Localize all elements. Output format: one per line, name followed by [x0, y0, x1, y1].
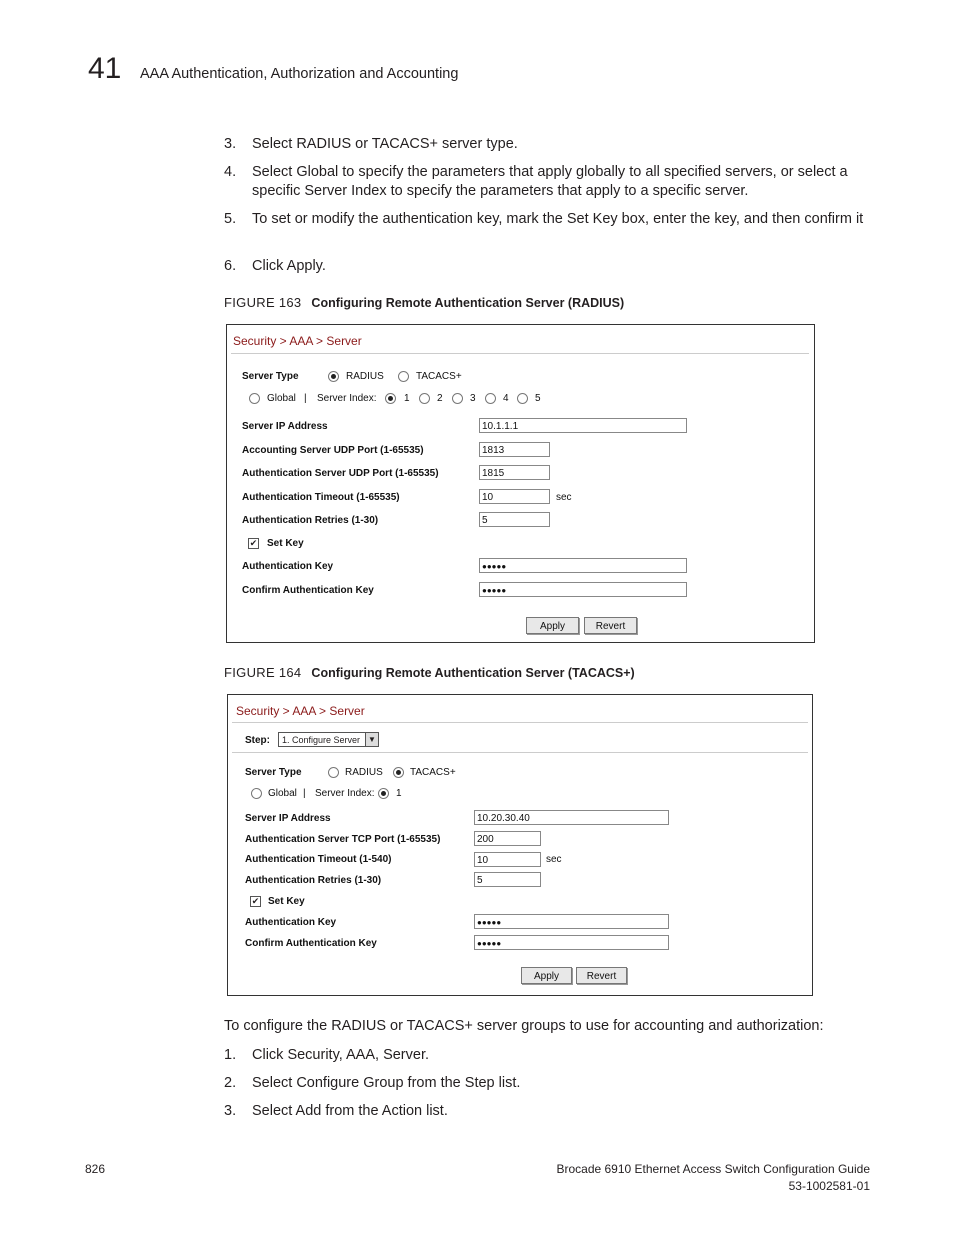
tacacs-radio[interactable]	[398, 371, 409, 382]
server-ip-input[interactable]: 10.1.1.1	[479, 418, 687, 433]
separator: |	[303, 788, 306, 799]
step-text: Select Configure Group from the Step list.	[252, 1075, 521, 1091]
auth-retries-input[interactable]: 5	[479, 512, 550, 527]
radius-label: RADIUS	[345, 767, 383, 778]
tacacs-label: TACACS+	[410, 767, 456, 778]
server-index-2-label: 2	[437, 393, 443, 404]
step-number: 3.	[224, 1103, 237, 1119]
server-index-1-radio[interactable]	[378, 788, 389, 799]
server-index-5-radio[interactable]	[517, 393, 528, 404]
tcp-port-input[interactable]: 200	[474, 831, 541, 846]
server-ip-label: Server IP Address	[245, 813, 331, 824]
auth-port-label: Authentication Server UDP Port (1-65535)	[242, 468, 439, 479]
revert-button[interactable]: Revert	[584, 617, 637, 634]
sec-unit: sec	[556, 492, 572, 503]
apply-button[interactable]: Apply	[526, 617, 579, 634]
set-key-checkbox[interactable]: ✔	[251, 896, 260, 906]
radius-label: RADIUS	[346, 371, 384, 382]
tcp-port-label: Authentication Server TCP Port (1-65535)	[245, 834, 441, 845]
server-index-5-label: 5	[535, 393, 541, 404]
divider	[232, 752, 808, 753]
server-type-label: Server Type	[242, 371, 299, 382]
acct-port-input[interactable]: 1813	[479, 442, 550, 457]
auth-timeout-input[interactable]: 10	[479, 489, 550, 504]
global-label: Global	[268, 788, 297, 799]
step-text: Click Apply.	[252, 258, 326, 274]
set-key-checkbox[interactable]: ✔	[249, 538, 258, 548]
server-index-label: Server Index:	[315, 788, 375, 799]
confirm-key-input[interactable]: ●●●●●	[479, 582, 687, 597]
figure-164-caption	[224, 665, 635, 680]
divider	[231, 353, 809, 354]
global-label: Global	[267, 393, 296, 404]
radius-server-panel	[226, 324, 815, 643]
auth-retries-input[interactable]: 5	[474, 872, 541, 887]
auth-timeout-label: Authentication Timeout (1-540)	[245, 854, 392, 865]
confirm-key-input[interactable]: ●●●●●	[474, 935, 669, 950]
server-index-2-radio[interactable]	[419, 393, 430, 404]
acct-port-label: Accounting Server UDP Port (1-65535)	[242, 445, 424, 456]
auth-port-input[interactable]: 1815	[479, 465, 550, 480]
document-number: 53-1002581-01	[788, 1179, 870, 1193]
server-index-4-label: 4	[503, 393, 509, 404]
step-number: 3.	[224, 136, 237, 152]
figure-163-caption	[224, 295, 624, 310]
tacacs-server-panel	[227, 694, 813, 996]
step-text: Select Add from the Action list.	[252, 1103, 448, 1119]
server-index-1-radio[interactable]	[385, 393, 396, 404]
auth-key-label: Authentication Key	[242, 561, 334, 572]
step-text: Click Security, AAA, Server.	[252, 1047, 430, 1063]
auth-retries-label: Authentication Retries (1-30)	[245, 875, 382, 886]
chapter-number: 41	[88, 52, 122, 85]
tacacs-radio[interactable]	[393, 767, 404, 778]
intro-paragraph: To configure the RADIUS or TACACS+ server groups to use for accounting and authorization:	[224, 1018, 824, 1034]
server-index-label: Server Index:	[317, 393, 377, 404]
revert-button[interactable]: Revert	[576, 967, 627, 984]
tacacs-label: TACACS+	[416, 371, 462, 382]
server-ip-input[interactable]: 10.20.30.40	[474, 810, 669, 825]
server-index-3-radio[interactable]	[452, 393, 463, 404]
chapter-title: AAA Authentication, Authorization and Accounting	[140, 66, 459, 82]
server-type-label: Server Type	[245, 767, 302, 778]
auth-key-label: Authentication Key	[245, 917, 337, 928]
chevron-down-icon: ▼	[365, 733, 378, 746]
breadcrumb: Security > AAA > Server	[236, 704, 365, 718]
global-radio[interactable]	[251, 788, 262, 799]
step-text: Select RADIUS or TACACS+ server type.	[252, 136, 518, 152]
page-number: 826	[85, 1162, 106, 1176]
server-index-1-label: 1	[396, 788, 402, 799]
server-index-4-radio[interactable]	[485, 393, 496, 404]
confirm-key-label: Confirm Authentication Key	[242, 585, 374, 596]
set-key-label: Set Key	[267, 538, 304, 549]
separator: |	[304, 393, 307, 404]
guide-title: Brocade 6910 Ethernet Access Switch Configuration Guide	[556, 1162, 870, 1176]
step-select[interactable]	[278, 732, 379, 747]
auth-key-input[interactable]: ●●●●●	[479, 558, 687, 573]
figure-label: FIGURE 163	[224, 295, 302, 310]
sec-unit: sec	[546, 854, 562, 865]
server-index-1-label: 1	[404, 393, 410, 404]
server-index-3-label: 3	[470, 393, 476, 404]
step-label: Step:	[245, 735, 270, 746]
figure-title: Configuring Remote Authentication Server (TACACS+)	[311, 666, 635, 680]
figure-title: Configuring Remote Authentication Server (RADIUS)	[311, 296, 625, 310]
auth-timeout-label: Authentication Timeout (1-65535)	[242, 492, 400, 503]
step-number: 4.	[224, 164, 237, 180]
apply-button[interactable]: Apply	[521, 967, 572, 984]
set-key-label: Set Key	[268, 896, 305, 907]
divider	[232, 722, 808, 723]
step-number: 2.	[224, 1075, 237, 1091]
step-number: 1.	[224, 1047, 237, 1063]
step-text: Select Global to specify the parameters that apply globally to all specified servers, or select a specific Server Index to specify the parameters that apply to a specific server.	[252, 164, 848, 199]
auth-key-input[interactable]: ●●●●●	[474, 914, 669, 929]
radius-radio[interactable]	[328, 371, 339, 382]
radius-radio[interactable]	[328, 767, 339, 778]
breadcrumb: Security > AAA > Server	[233, 334, 362, 348]
auth-retries-label: Authentication Retries (1-30)	[242, 515, 379, 526]
server-ip-label: Server IP Address	[242, 421, 328, 432]
step-select-value: 1. Configure Server	[282, 735, 361, 745]
confirm-key-label: Confirm Authentication Key	[245, 938, 377, 949]
figure-label: FIGURE 164	[224, 665, 302, 680]
step-text: To set or modify the authentication key, mark the Set Key box, enter the key, and then confirm it	[252, 211, 864, 227]
auth-timeout-input[interactable]: 10	[474, 852, 541, 867]
step-number: 6.	[224, 258, 237, 274]
step-number: 5.	[224, 211, 237, 227]
global-radio[interactable]	[249, 393, 260, 404]
